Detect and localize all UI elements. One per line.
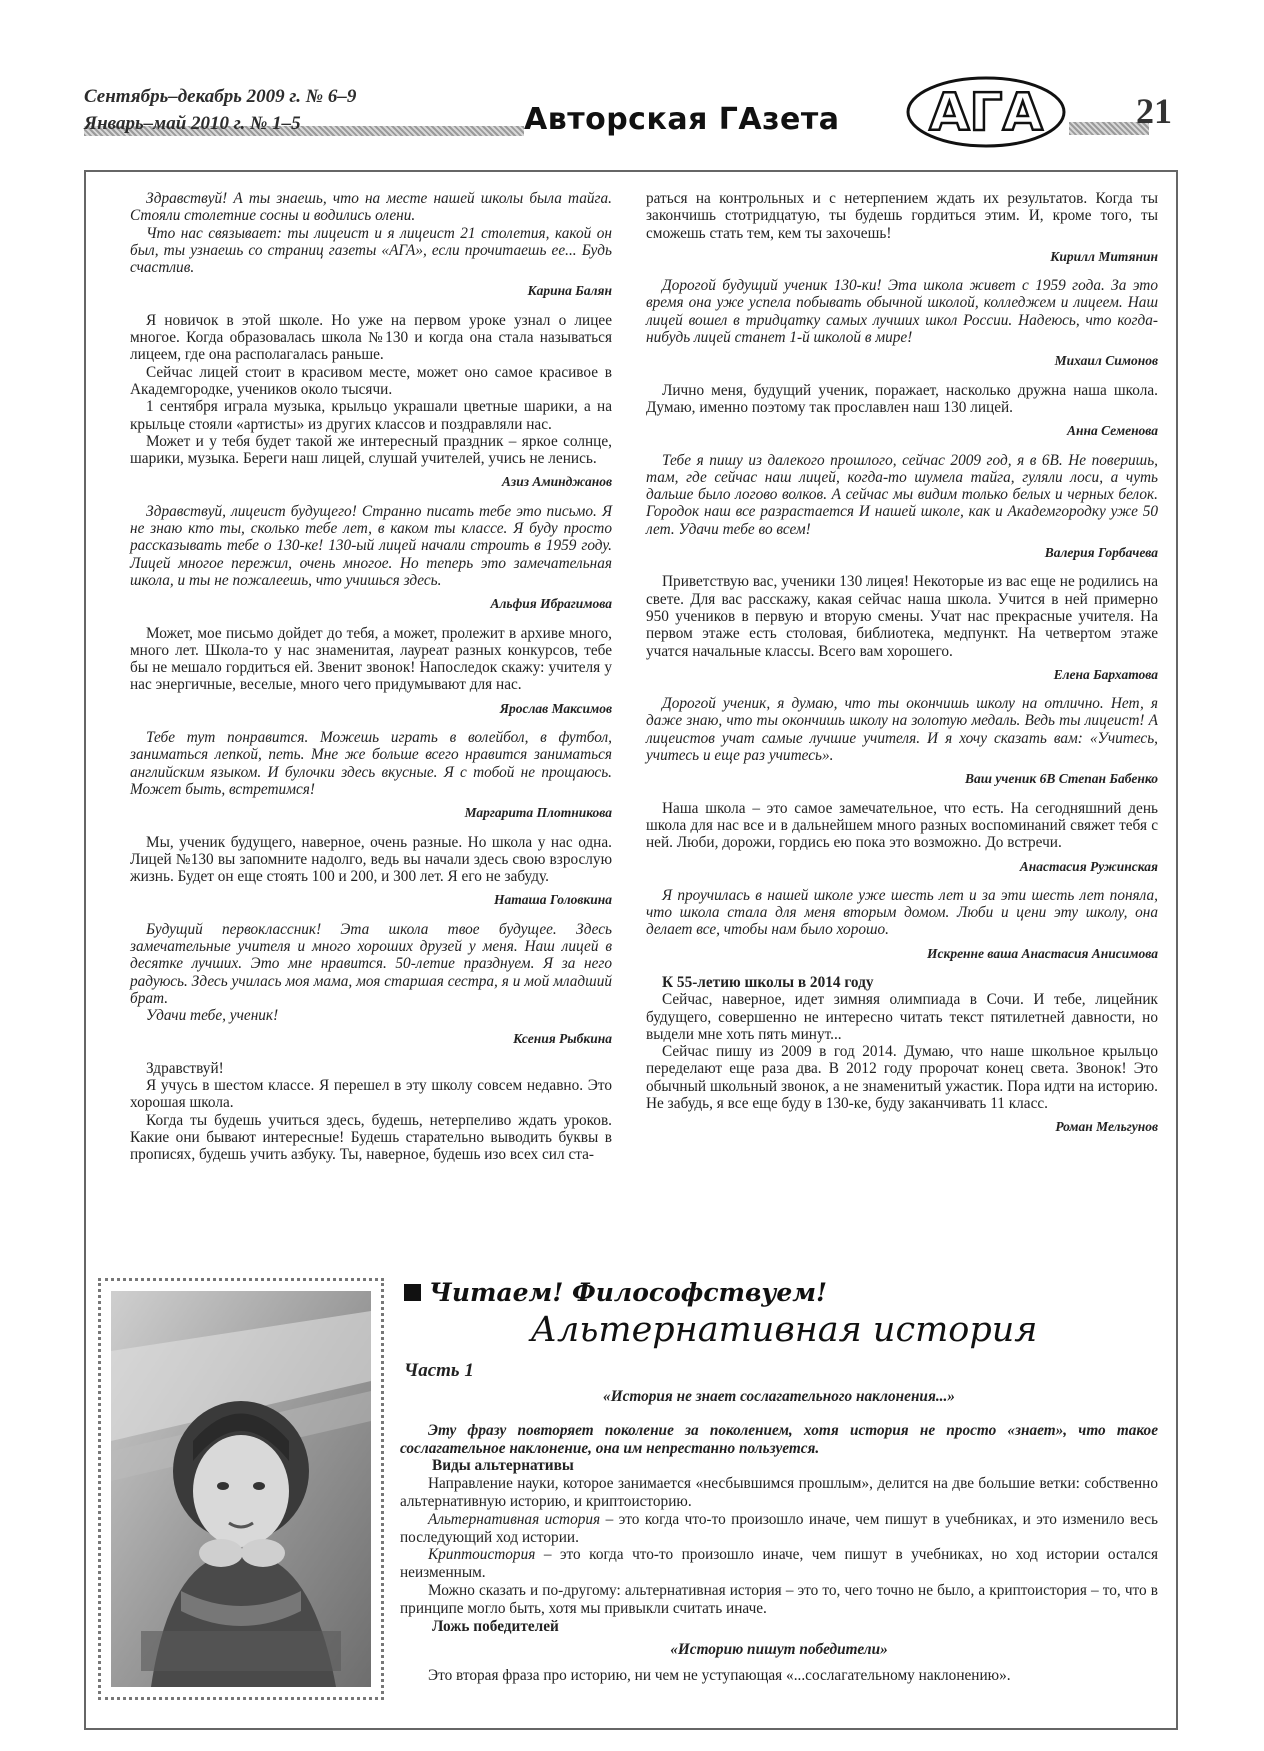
letter-paragraph: Я новичок в этой школе. Но уже на первом уроке узнал о лицее многое. Когда образовалась школа №130 и когда она стала называться лицеем, где она располагалась раньше. — [130, 311, 612, 364]
article-part: Часть 1 — [404, 1360, 474, 1381]
right-column — [646, 190, 1158, 1148]
author-signature: Анастасия Ружинская — [1019, 858, 1158, 874]
letter-paragraph: Дорогой будущий ученик 130-ки! Эта школа живет с 1959 года. За это время она уже успела побывать обычной школой, колледжем и лицеем. Наш лицей вошел в тридцатку самых лучших школ России. Надеюсь, что когда-нибудь лицей станет 1-й школой в мире! — [646, 277, 1158, 347]
letter-paragraph: Дорогой ученик, я думаю, что ты окончишь школу на отлично. Нет, я даже знаю, что ты окончишь школу на золотую медаль. Ведь ты лицеист! А лицеистов учат самые лучшие учителя. И я хочу сказать вам: «Учитесь, учитесь и еще раз учитесь». — [646, 695, 1158, 765]
author-signature: Анна Семенова — [1066, 423, 1158, 439]
author-signature: Валерия Горбачева — [1044, 545, 1158, 561]
letter-paragraph: Сейчас пишу из 2009 в год 2014. Думаю, что наше школьное крыльцо переделают еще раза два. В 2012 году пророчат конец света. Звонок! Это обычный школьный звонок, а не знаменитый ужастик. Пора идти на историю. Не забудь, я все еще буду в 130-ке, буду заканчивать 11 класс. — [646, 1043, 1158, 1113]
letter-paragraph: Здравствуй! — [146, 1059, 224, 1077]
letter-paragraph: Тебе я пишу из далекого прошлого, сейчас 2009 год, я в 6В. Не поверишь, там, где сейчас наш лицей, когда-то шумела тайга, гуляли лоси, а чуть дальше было логово волков. А сейчас мы видим только белых и черных белок. Городок наш все разрастается И нашей школе, как и Академгородку уже 50 лет. Удачи тебе во всем! — [646, 451, 1158, 538]
author-signature: Ксения Рыбкина — [513, 1031, 612, 1047]
letter-paragraph: Здравствуй, лицеист будущего! Странно писать тебе это письмо. Я не знаю кто ты, сколько тебе лет, в каком ты классе. Я буду просто рассказывать тебе о 130-ке! 130-ый лицей начали строить в 1959 году. Лицей многое пережил, очень многое. Но теперь это замечательная школа, и ты не пожалеешь, что учишься здесь. — [130, 502, 612, 589]
article-paragraph: Это вторая фраза про историю, ни чем не уступающая «...сослагательному наклонению». — [428, 1667, 1011, 1685]
photo-illustration — [111, 1291, 371, 1687]
article-paragraph — [400, 1546, 1158, 1582]
author-signature: Карина Балян — [527, 283, 612, 299]
rubric-text: Читаем! Философствуем! — [429, 1278, 828, 1307]
article-lead: Эту фразу повторяет поколение за поколением, хотя история не просто «знает», что такое сослагательное наклонение, она им непрестанно пользуется. — [400, 1421, 1158, 1457]
letter-paragraph: Удачи тебе, ученик! — [146, 1007, 279, 1025]
author-signature: Ярослав Максимов — [499, 700, 612, 716]
letter-paragraph: Наша школа – это самое замечательное, что есть. На сегодняшний день школа для нас все и в дальнейшем много разных воспоминаний свяжет тебя с ней. Люби, дорожи, гордись ею пока это возможно. До встречи. — [646, 799, 1158, 852]
section-subheading: К 55-летию школы в 2014 году — [662, 973, 874, 991]
letter-paragraph: 1 сентября играла музыка, крыльцо украшали цветные шарики, а на крыльце стояли «артисты» из других классов и поздравляли нас. — [130, 398, 612, 433]
author-signature: Ваш ученик 6В Степан Бабенко — [964, 771, 1158, 787]
letter-paragraph: Может, мое письмо дойдет до тебя, а может, пролежит в архиве много, много лет. Школа-то у нас знаменитая, лауреат разных конкурсов, тебе бы не мешало гордиться ей. Звенит звонок! Напоследок скажу: учителя у нас энергичные, веселые, много чего придумывают для нас. — [130, 624, 612, 694]
term: Криптоистория — [428, 1546, 536, 1564]
page-number: 21 — [1136, 91, 1172, 131]
letter-paragraph: Лично меня, будущий ученик, поражает, насколько дружна наша школа. Думаю, именно поэтому так прославлен наш 130 лицей. — [646, 381, 1158, 416]
letter-paragraph: Тебе тут понравится. Можешь играть в волейбол, в футбол, заниматься лепкой, петь. Мне же больше всего нравится заниматься английским языком. И булочки здесь вкусные. Я с тобой не прощаюсь. Может быть, встретимся! — [130, 729, 612, 798]
author-signature: Елена Бархатова — [1053, 666, 1158, 682]
page-header — [84, 82, 1180, 144]
masthead-title: Авторская ГАзета — [524, 102, 840, 137]
left-column — [130, 190, 612, 1164]
author-signature: Михаил Симонов — [1054, 353, 1158, 369]
term-definition: – это когда что-то произошло иначе, чем пишут в учебниках, но ход истории остался неизменным. — [400, 1546, 1158, 1582]
article-paragraph — [400, 1511, 1158, 1547]
author-signature: Кирилл Митянин — [1050, 248, 1158, 264]
rubric-heading — [404, 1278, 827, 1307]
article-paragraph: Направление науки, которое занимается «несбывшимся прошлым», делится на две большие ветки: собственно альтернативную историю, и криптоисторию. — [400, 1475, 1158, 1510]
logo-text: АГА — [929, 83, 1043, 143]
author-signature: Роман Мельгунов — [1055, 1119, 1158, 1135]
letter-paragraph: Я учусь в шестом классе. Я перешел в эту школу совсем недавно. Это хорошая школа. — [130, 1077, 612, 1112]
letter-paragraph: Я проучилась в нашей школе уже шесть лет и за эти шесть лет поняла, что школа стала для меня вторым домом. Люби и цени эту школу, она делает все, чтобы нам было хорошо. — [646, 886, 1158, 939]
aga-logo — [904, 74, 1069, 150]
letter-paragraph: Сейчас, наверное, идет зимняя олимпиада в Сочи. И тебе, лицейник будущего, совершенно не интересно читать текст пятилетней давности, но выдели мне хоть пять минут... — [646, 991, 1158, 1043]
author-signature: Маргарита Плотникова — [464, 805, 612, 821]
article-quote: «Историю пишут победители» — [670, 1641, 888, 1659]
article-title: Альтернативная история — [530, 1310, 1038, 1350]
letter-paragraph: раться на контрольных и с нетерпением ждать их результатов. Когда ты закончишь стотридцатую, ты будешь гордиться этим. И, кроме того, ты сможешь стать тем, кем ты захочешь! — [646, 190, 1158, 242]
author-signature: Альфия Ибрагимова — [490, 596, 612, 612]
article-subheading: Ложь победителей — [432, 1617, 559, 1635]
article-body — [400, 1384, 1158, 1685]
author-signature: Наташа Головкина — [493, 892, 612, 908]
letter-paragraph: Сейчас лицей стоит в красивом месте, может оно самое красивое в Академгородке, учеников около тысячи. — [130, 363, 612, 398]
author-signature: Азиз Аминджанов — [501, 474, 612, 490]
letter-paragraph: Здравствуй! А ты знаешь, что на месте нашей школы была тайга. Стояли столетние сосны и водились олени. — [130, 190, 612, 225]
article-paragraph: Можно сказать и по-другому: альтернативная история – это то, чего точно не было, а криптоистория – то, что в принципе могло быть, хотя мы привыкли считать иначе. — [400, 1581, 1158, 1617]
letter-paragraph: Может и у тебя будет такой же интересный праздник – яркое солнце, шарики, музыка. Береги наш лицей, слушай учителей, учись не ленись. — [130, 432, 612, 468]
letter-paragraph: Мы, ученик будущего, наверное, очень разные. Но школа у нас одна. Лицей №130 вы запомните надолго, ведь вы начали здесь свою взрослую жизнь. Будет он еще стоять 100 и 200, и 300 лет. Я его не забуду. — [130, 833, 612, 886]
term-definition: – это когда что-то произошло иначе, чем пишут в учебниках, и это изменило весь последующий ход истории. — [400, 1510, 1159, 1546]
article-subheading: Виды альтернативы — [432, 1457, 574, 1475]
term: Альтернативная история — [428, 1510, 601, 1528]
letter-paragraph: Когда ты будешь учиться здесь, будешь, нетерпеливо ждать уроков. Какие они бывают интересные! Будешь старательно выводить буквы в прописях, будешь учить азбуку. Ты, наверное, будешь изо всех сил ста- — [130, 1111, 612, 1164]
letter-paragraph: Что нас связывает: ты лицеист и я лицеист 21 столетия, какой он был, ты узнаешь со страниц газеты «АГА», если прочитаешь ее... Будь счастлив. — [130, 224, 612, 277]
author-signature: Искренне ваша Анастасия Анисимова — [926, 945, 1158, 961]
issue-line-1: Сентябрь–декабрь 2009 г. № 6–9 — [84, 86, 357, 107]
letter-paragraph: Будущий первоклассник! Эта школа твое будущее. Здесь замечательные учителя и много хороших друзей у меня. Наш лицей в десятке лучших. Это мне нравится. 50-летие празднуем. Я за него радуюсь. Здесь училась моя мама, моя старшая сестра, я и мой младший брат. — [130, 920, 612, 1007]
issue-line-2: Январь–май 2010 г. № 1–5 — [84, 113, 301, 134]
author-photo — [98, 1278, 384, 1700]
letter-paragraph: Приветствую вас, ученики 130 лицея! Некоторые из вас еще не родились на свете. Для вас расскажу, какая сейчас наша школа. Учится в ней примерно 950 учеников в первую и вторую смены. Учат нас прекрасные учителя. На первом этаже есть столовая, библиотека, медпункт. На четвертом этаже учатся начальные классы. Всего вам хорошего. — [646, 573, 1158, 660]
article-quote: «История не знает сослагательного наклонения...» — [603, 1388, 955, 1405]
rubric-square-icon — [404, 1284, 421, 1301]
